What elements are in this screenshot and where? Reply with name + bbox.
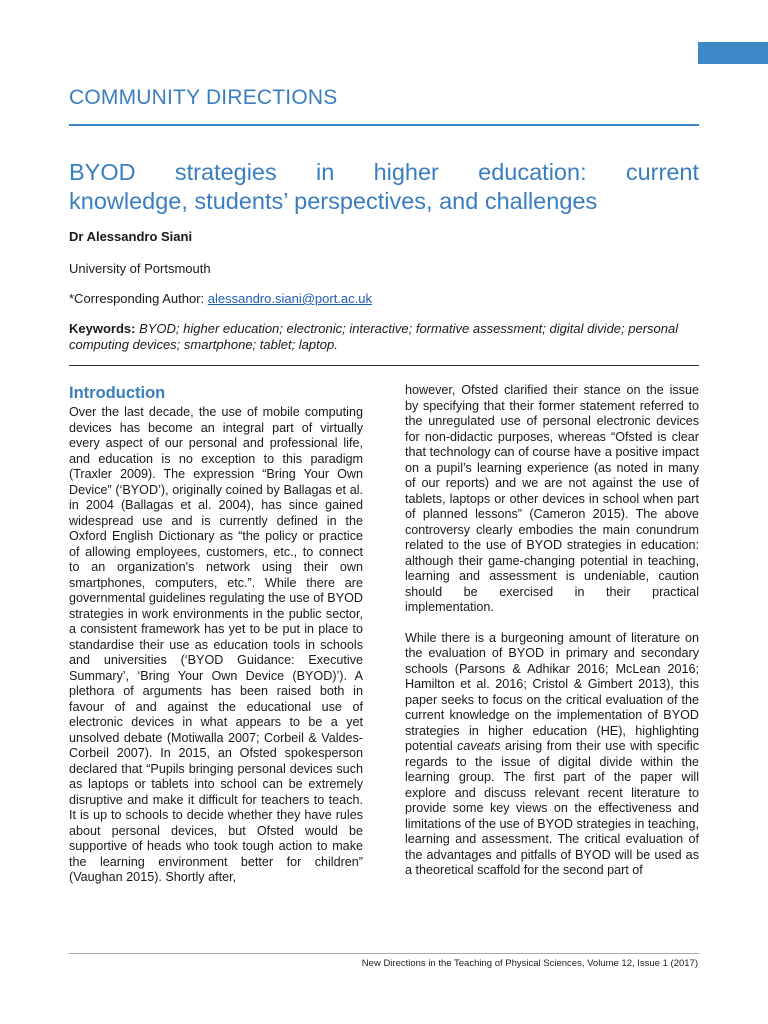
corresponding-author: [69, 291, 372, 306]
corner-tab-marker: [698, 42, 768, 64]
corresponding-label: *Corresponding Author:: [69, 291, 208, 306]
paragraph: [405, 631, 699, 879]
keywords-label: Keywords:: [69, 321, 136, 336]
body-column-left: [69, 383, 363, 886]
corresponding-email-link[interactable]: alessandro.siani@port.ac.uk: [207, 291, 372, 306]
body-column-right: [405, 383, 699, 879]
section-label: COMMUNITY DIRECTIONS: [69, 86, 338, 109]
author-name: Dr Alessandro Siani: [69, 229, 193, 244]
paragraph-gap: [405, 616, 699, 631]
paragraph-text: arising from their use with specific regards to the issue of digital divide within the learning group. The first part of the paper will explore and discuss relevant recent literature to provide some key views on the effectiveness and limitations of the use of BYOD strategies in teaching, learning and assessment. The critical evaluation of the advantages and pitfalls of BYOD will be used as a theoretical scaffold for the second part of: [405, 739, 700, 877]
paragraph-text: While there is a burgeoning amount of literature on the evaluation of BYOD in primary and secondary schools (Parsons & Adhikar 2016; McLean 2016; Hamilton et al. 2016; Cristol & Gimbert 2013), this paper seeks to focus on the critical evaluation of the current knowledge on the implementation of BYOD strategies in higher education (HE), highlighting potential: [405, 630, 699, 753]
keywords-divider: [69, 365, 699, 366]
emphasis-caveats: caveats: [457, 739, 501, 753]
journal-footer: New Directions in the Teaching of Physical Sciences, Volume 12, Issue 1 (2017): [361, 958, 698, 969]
affiliation: University of Portsmouth: [69, 261, 211, 276]
introduction-heading: Introduction: [69, 384, 166, 402]
paragraph: however, Ofsted clarified their stance on the issue by specifying that their former statement referred to the unregulated use of personal electronic devices for non-didactic purposes, whereas “Ofsted is clear that technology can of course have a positive impact on a pupil’s learning experience (as noted in many of our reports) and we are not against the use of tablets, laptops or other devices in school when part of planned lessons” (Cameron 2015). The above controversy clearly embodies the main conundrum related to the use of BYOD strategies in education: although their game-changing potential in teaching, learning and assessment is undeniable, caution should be exercised in their practical implementation.: [405, 383, 699, 614]
header-divider: [69, 124, 699, 126]
article-title: [69, 158, 699, 216]
title-line-1: BYOD strategies in higher education: current: [69, 159, 699, 185]
footer-divider: [69, 953, 699, 954]
keywords-list: BYOD; higher education; electronic; interactive; formative assessment; digital divide; personal computing devices; smartphone; tablet; laptop.: [69, 321, 679, 352]
keywords: [69, 321, 699, 353]
title-line-2: knowledge, students’ perspectives, and challenges: [69, 188, 598, 214]
paragraph: Over the last decade, the use of mobile computing devices has become an integral part of virtually every aspect of our personal and professional life, and education is no exception to this paradigm (Traxler 2009). The expression “Bring Your Own Device” (‘BYOD’), originally coined by Ballagas et al. in 2004 (Ballagas et al. 2004), has since gained widespread use and is currently defined in the Oxford English Dictionary as “the policy or practice of allowing employees, customers, etc., to connect to an organization's network using their own smartphones, computers, etc.”. While there are governmental guidelines regulating the use of BYOD strategies in work environments in the public sector, a consistent framework has yet to be put in place to standardise their use as education tools in schools and universities (‘BYOD Guidance: Executive Summary’, ‘Bring Your Own Device (BYOD)’). A plethora of arguments has been raised both in favour of and against the educational use of electronic devices in what appears to be a yet unsolved debate (Motiwalla 2007; Corbeil & Valdes-Corbeil 2007). In 2015, an Ofsted spokesperson declared that “Pupils bringing personal devices such as laptops or tablets into school can be extremely disruptive and make it difficult for teachers to teach. It is up to schools to decide whether they have rules about personal devices, but Ofsted would be supportive of heads who took tough action to make the learning environment better for children” (Vaughan 2015). Shortly after,: [69, 405, 363, 884]
